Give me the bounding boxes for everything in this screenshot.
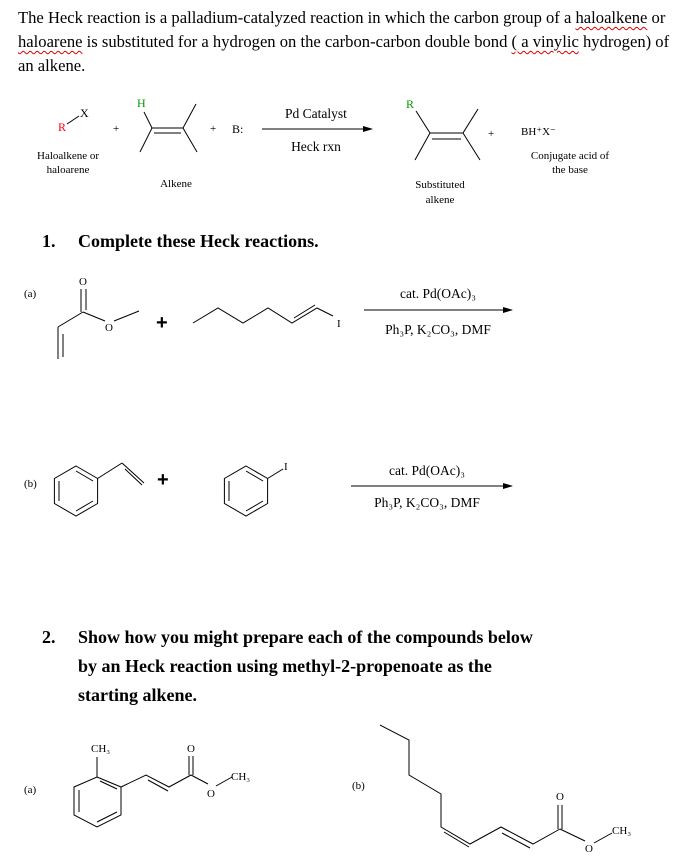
catalyst-label: Pd Catalyst	[285, 106, 347, 121]
reaction-name-label: Heck rxn	[291, 139, 341, 154]
r-product-label: R	[406, 97, 415, 111]
ester-o-label: O	[105, 322, 113, 334]
h-label: H	[137, 96, 146, 110]
methyl-label: CH₃	[91, 743, 111, 755]
spellcheck-word: haloarene	[18, 32, 83, 51]
alkene-structure	[140, 104, 197, 152]
intro-text: or	[647, 8, 666, 27]
plus-sign: +	[113, 123, 120, 135]
methyl-label: CH₃	[231, 771, 251, 783]
carbonyl-o-label: O	[79, 276, 87, 288]
carbonyl-o-label: O	[187, 743, 195, 755]
plus-sign: +	[210, 123, 217, 135]
general-heck-scheme	[37, 96, 609, 206]
part-label: (b)	[352, 780, 365, 792]
ester-o-label: O	[207, 788, 215, 800]
intro-text: hydrogen) of an alkene.	[18, 32, 670, 75]
intro-text: The Heck reaction is a palladium-catalyzed reaction in which the carbon group of a	[18, 8, 576, 27]
haloalkene-caption: Haloalkene or	[37, 150, 99, 162]
substituted-caption-2: alkene	[425, 194, 455, 206]
conditions-label: Ph₃P, K₂CO₃, DMF	[374, 495, 480, 510]
byproduct-label: BH⁺X⁻	[521, 126, 556, 138]
intro-text: is substituted for a hydrogen on the carbon-carbon double bond	[82, 32, 512, 51]
x-label: X	[80, 106, 89, 120]
plus-sign: +	[488, 128, 495, 140]
reaction-1a	[24, 276, 512, 359]
question-1-text: Complete these Heck reactions.	[78, 231, 319, 251]
plus-sign: +	[156, 312, 168, 334]
conjugate-acid-caption: Conjugate acid of	[530, 150, 610, 162]
target-compound-2a	[24, 743, 250, 827]
question-2-line1: Show how you might prepare each of the compounds below	[78, 627, 533, 647]
question-2-line2: by an Heck reaction using methyl-2-propenoate as the	[78, 656, 492, 676]
plus-sign: +	[157, 469, 169, 491]
methyl-label: CH₃	[612, 825, 632, 837]
haloarene-caption: haloarene	[46, 164, 90, 176]
iodine-label: I	[337, 318, 341, 330]
question-2-line3: starting alkene.	[78, 685, 197, 705]
conditions-label: Ph₃P, K₂CO₃, DMF	[385, 322, 491, 337]
alkene-caption: Alkene	[160, 178, 192, 190]
iodine-label: I	[284, 461, 288, 473]
spellcheck-word: haloalkene	[575, 8, 648, 27]
base-label: B:	[232, 122, 244, 136]
conjugate-acid-caption-2: the base	[552, 164, 588, 176]
part-label: (a)	[24, 784, 37, 796]
r-group-label: R	[58, 120, 67, 134]
substituted-alkene-structure	[415, 109, 480, 160]
question-1-number: 1.	[42, 231, 56, 251]
ester-o-label: O	[585, 843, 593, 855]
target-compound-2b	[352, 725, 631, 855]
part-label: (b)	[24, 478, 37, 490]
part-label: (a)	[24, 288, 37, 300]
catalyst-label: cat. Pd(OAc)₃	[400, 286, 476, 301]
r-x-bond	[67, 116, 79, 124]
substituted-caption: Substituted	[415, 179, 465, 191]
spellcheck-word: ( a vinylic	[511, 32, 579, 51]
catalyst-label: cat. Pd(OAc)₃	[389, 463, 465, 478]
question-2-number: 2.	[42, 627, 56, 647]
carbonyl-o-label: O	[556, 791, 564, 803]
reaction-1b	[24, 461, 512, 516]
